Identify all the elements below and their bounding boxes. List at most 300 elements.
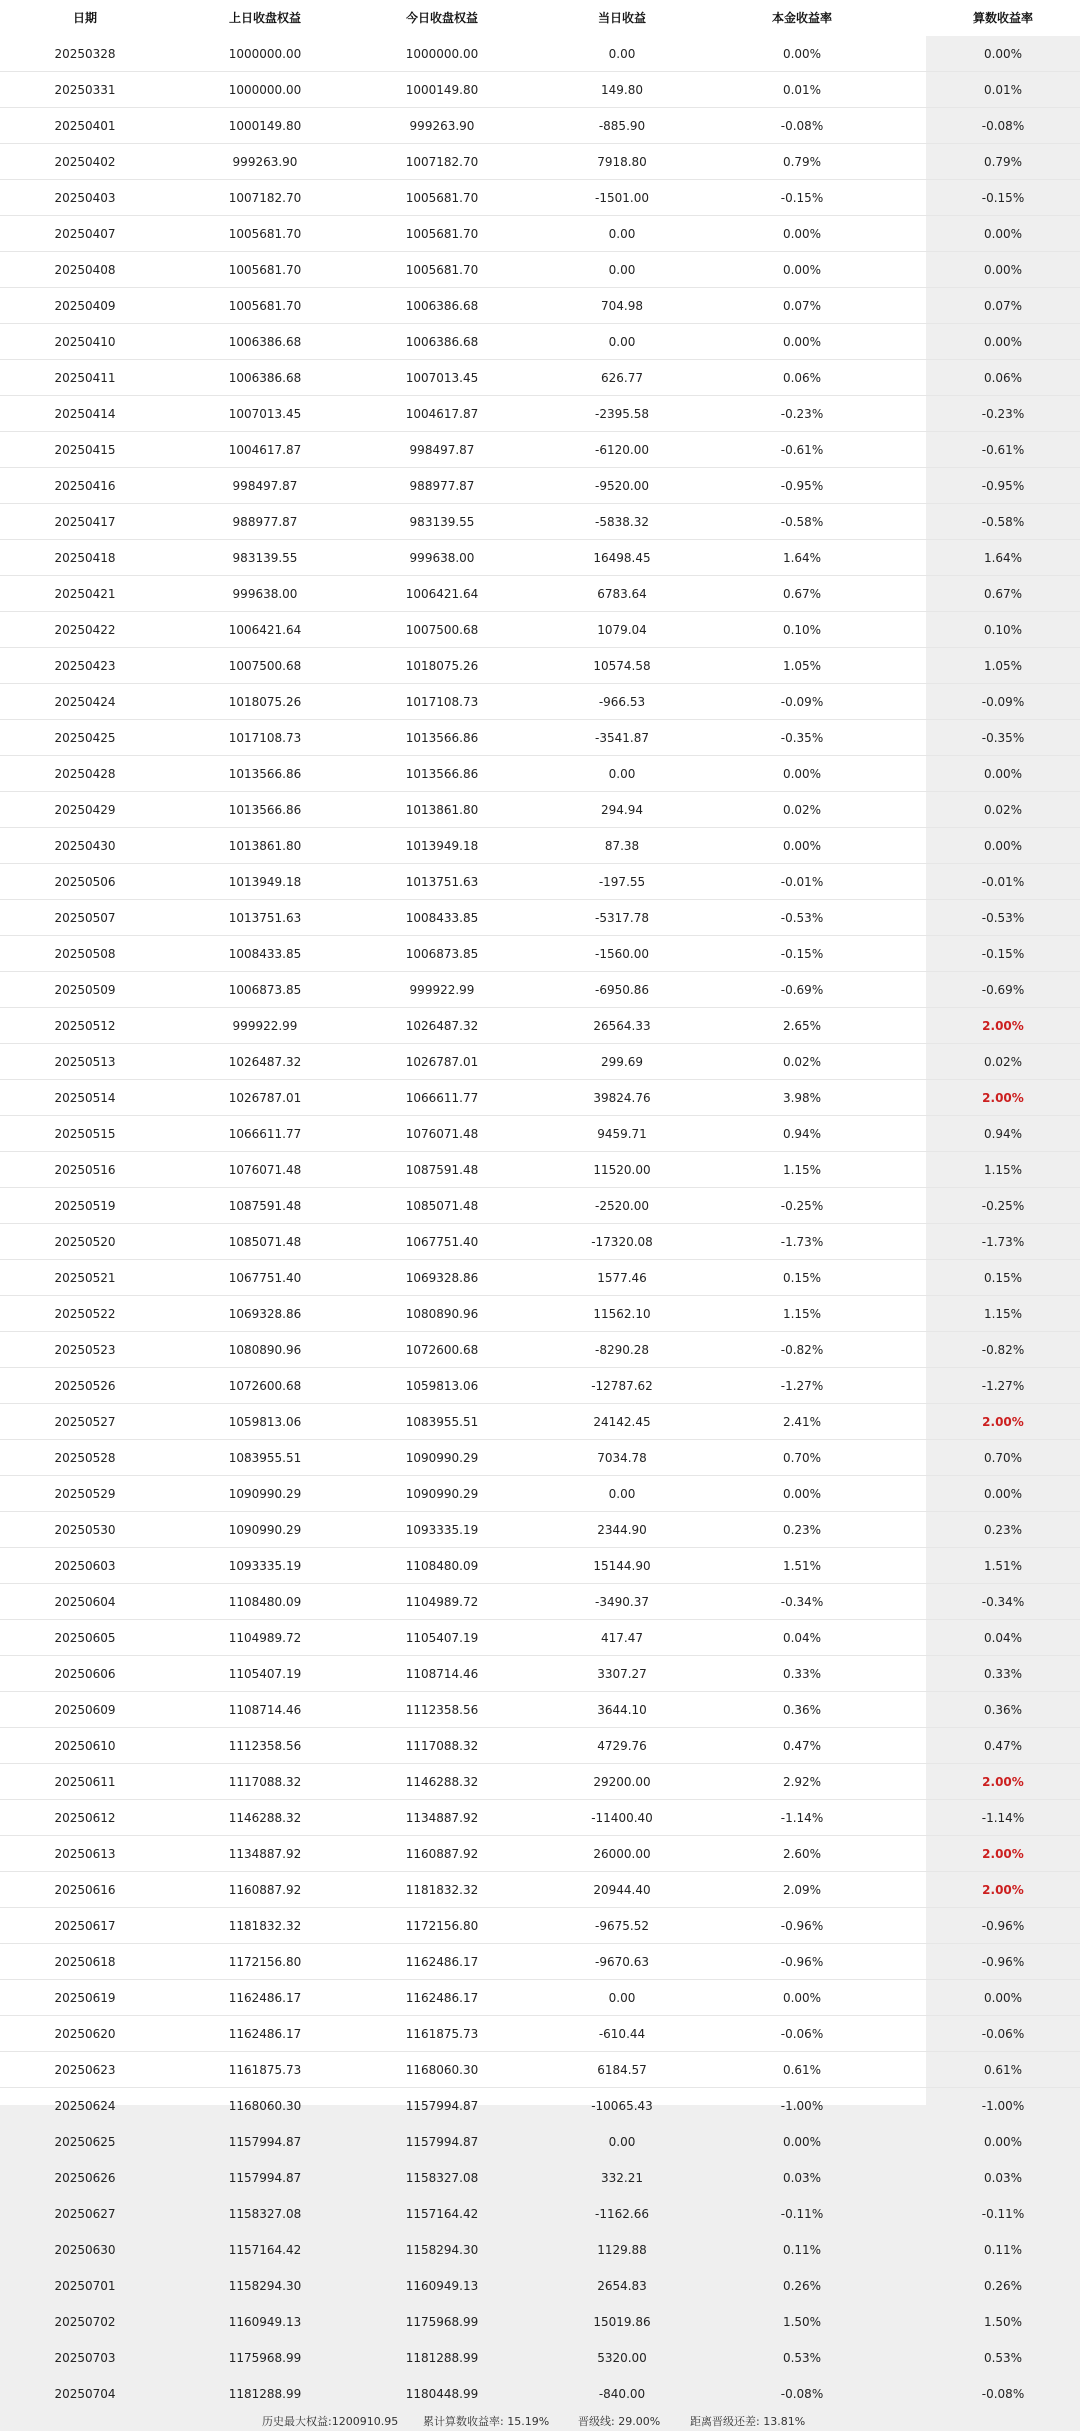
- cell-principal-return: 1.51%: [782, 1559, 822, 1573]
- cell-arithmetic-return: 0.53%: [983, 2351, 1023, 2365]
- cell-arithmetic-return: -0.11%: [981, 2207, 1025, 2221]
- cell-arithmetic-return: 0.02%: [983, 1055, 1023, 1069]
- cell-principal-return: -0.23%: [780, 407, 824, 421]
- cell-date: 20250704: [54, 2387, 116, 2401]
- cell-prev-equity: 1172156.80: [228, 1955, 302, 1969]
- cell-daily-pnl: -9675.52: [595, 1919, 649, 1933]
- cell-prev-equity: 998497.87: [232, 479, 298, 493]
- cell-date: 20250527: [54, 1415, 116, 1429]
- cell-prev-equity: 1006873.85: [228, 983, 302, 997]
- cell-today-equity: 1175968.99: [405, 2315, 479, 2329]
- cell-date: 20250401: [54, 119, 116, 133]
- cell-today-equity: 1158327.08: [405, 2171, 479, 2185]
- cell-daily-pnl: 29200.00: [593, 1775, 651, 1789]
- cell-daily-pnl: 0.00: [608, 767, 636, 781]
- cell-today-equity: 1168060.30: [405, 2063, 479, 2077]
- cell-date: 20250616: [54, 1883, 116, 1897]
- table-body: [0, 36, 1080, 2412]
- cell-daily-pnl: -1162.66: [595, 2207, 649, 2221]
- cell-prev-equity: 1007500.68: [228, 659, 302, 673]
- cell-arithmetic-return: 0.01%: [983, 83, 1023, 97]
- cell-daily-pnl: 0.00: [608, 1991, 636, 2005]
- cell-today-equity: 1162486.17: [405, 1991, 479, 2005]
- cell-principal-return: 1.50%: [782, 2315, 822, 2329]
- cell-arithmetic-return: -0.15%: [981, 191, 1025, 205]
- cell-prev-equity: 1026487.32: [228, 1055, 302, 1069]
- table-header: [0, 0, 1080, 36]
- cell-principal-return: -0.61%: [780, 443, 824, 457]
- cell-date: 20250411: [54, 371, 116, 385]
- cell-principal-return: 0.36%: [782, 1703, 822, 1717]
- cell-today-equity: 1160949.13: [405, 2279, 479, 2293]
- cell-date: 20250416: [54, 479, 116, 493]
- cell-principal-return: 1.15%: [782, 1307, 822, 1321]
- table-row: [0, 72, 1080, 108]
- cell-today-equity: 1059813.06: [405, 1379, 479, 1393]
- cell-arithmetic-return: 0.00%: [983, 263, 1023, 277]
- table-row: [0, 288, 1080, 324]
- cell-date: 20250701: [54, 2279, 116, 2293]
- cell-principal-return: 0.06%: [782, 371, 822, 385]
- cell-daily-pnl: -11400.40: [591, 1811, 653, 1825]
- cell-daily-pnl: -1501.00: [595, 191, 649, 205]
- cell-principal-return: 0.47%: [782, 1739, 822, 1753]
- cell-principal-return: 0.53%: [782, 2351, 822, 2365]
- table-row: [0, 180, 1080, 216]
- table-row: [0, 792, 1080, 828]
- cell-arithmetic-return: 0.06%: [983, 371, 1023, 385]
- cell-prev-equity: 1007013.45: [228, 407, 302, 421]
- cell-prev-equity: 1104989.72: [228, 1631, 302, 1645]
- table-row: [0, 828, 1080, 864]
- cell-prev-equity: 1067751.40: [228, 1271, 302, 1285]
- cell-arithmetic-return: 0.00%: [983, 839, 1023, 853]
- table-row: [0, 468, 1080, 504]
- cell-principal-return: 0.00%: [782, 47, 822, 61]
- cell-daily-pnl: 11520.00: [593, 1163, 651, 1177]
- cell-daily-pnl: -1560.00: [595, 947, 649, 961]
- cell-principal-return: -0.34%: [780, 1595, 824, 1609]
- cell-principal-return: -0.25%: [780, 1199, 824, 1213]
- cell-arithmetic-return: -1.73%: [981, 1235, 1025, 1249]
- cell-date: 20250603: [54, 1559, 116, 1573]
- cell-principal-return: -0.08%: [780, 2387, 824, 2401]
- distance-to-promotion-stat: 距离晋级还差: 13.81%: [690, 2415, 806, 2428]
- table-row: [0, 2160, 1080, 2196]
- table-row: [0, 2232, 1080, 2268]
- cell-prev-equity: 1013566.86: [228, 803, 302, 817]
- cell-prev-equity: 1162486.17: [228, 2027, 302, 2041]
- table-row: [0, 1764, 1080, 1800]
- cell-daily-pnl: 10574.58: [593, 659, 651, 673]
- cell-arithmetic-return: -0.96%: [981, 1919, 1025, 1933]
- cell-date: 20250526: [54, 1379, 116, 1393]
- cell-date: 20250408: [54, 263, 116, 277]
- table-row: [0, 324, 1080, 360]
- table-row: [0, 864, 1080, 900]
- cell-prev-equity: 1117088.32: [228, 1775, 302, 1789]
- cell-date: 20250331: [54, 83, 116, 97]
- cell-arithmetic-return: -0.61%: [981, 443, 1025, 457]
- cell-prev-equity: 1005681.70: [228, 263, 302, 277]
- cell-arithmetic-return: -0.53%: [981, 911, 1025, 925]
- table-row: [0, 1620, 1080, 1656]
- cell-today-equity: 1006421.64: [405, 587, 479, 601]
- cell-prev-equity: 1000000.00: [228, 83, 302, 97]
- header-arithmetic-return: 算数收益率: [972, 11, 1033, 25]
- cell-today-equity: 999922.99: [409, 983, 475, 997]
- cell-arithmetic-return: -1.14%: [981, 1811, 1025, 1825]
- cell-today-equity: 1157994.87: [405, 2135, 479, 2149]
- cell-daily-pnl: 1577.46: [597, 1271, 647, 1285]
- cell-principal-return: -1.27%: [780, 1379, 824, 1393]
- cell-arithmetic-return: 0.03%: [983, 2171, 1023, 2185]
- cell-today-equity: 1007013.45: [405, 371, 479, 385]
- table-row: [0, 1188, 1080, 1224]
- cell-daily-pnl: 294.94: [601, 803, 643, 817]
- cell-today-equity: 1026787.01: [405, 1055, 479, 1069]
- cell-today-equity: 1108480.09: [405, 1559, 479, 1573]
- cell-daily-pnl: -10065.43: [591, 2099, 653, 2113]
- cell-today-equity: 1000149.80: [405, 83, 479, 97]
- table-row: [0, 576, 1080, 612]
- cell-daily-pnl: 0.00: [608, 2135, 636, 2149]
- cell-principal-return: -0.09%: [780, 695, 824, 709]
- cell-prev-equity: 1175968.99: [228, 2351, 302, 2365]
- cell-today-equity: 1093335.19: [405, 1523, 479, 1537]
- cell-arithmetic-return: 0.00%: [983, 1487, 1023, 1501]
- cell-today-equity: 999638.00: [409, 551, 475, 565]
- cell-prev-equity: 1181288.99: [228, 2387, 302, 2401]
- cell-date: 20250425: [54, 731, 116, 745]
- cell-today-equity: 1005681.70: [405, 263, 479, 277]
- cell-prev-equity: 1105407.19: [228, 1667, 302, 1681]
- cell-date: 20250507: [54, 911, 116, 925]
- table-row: [0, 2196, 1080, 2232]
- cell-date: 20250418: [54, 551, 116, 565]
- cell-date: 20250528: [54, 1451, 116, 1465]
- cell-principal-return: 0.00%: [782, 227, 822, 241]
- cell-prev-equity: 1008433.85: [228, 947, 302, 961]
- cell-daily-pnl: 332.21: [601, 2171, 643, 2185]
- cell-arithmetic-return: 1.15%: [983, 1307, 1023, 1321]
- cell-principal-return: 0.11%: [782, 2243, 822, 2257]
- table-row: [0, 1152, 1080, 1188]
- cell-today-equity: 1112358.56: [405, 1703, 479, 1717]
- cell-daily-pnl: 20944.40: [593, 1883, 651, 1897]
- cell-daily-pnl: -6120.00: [595, 443, 649, 457]
- cell-today-equity: 1158294.30: [405, 2243, 479, 2257]
- cell-today-equity: 1104989.72: [405, 1595, 479, 1609]
- cell-date: 20250520: [54, 1235, 116, 1249]
- cell-today-equity: 998497.87: [409, 443, 475, 457]
- cell-principal-return: 1.64%: [782, 551, 822, 565]
- cell-prev-equity: 1087591.48: [228, 1199, 302, 1213]
- cell-prev-equity: 1000149.80: [228, 119, 302, 133]
- cell-today-equity: 1013949.18: [405, 839, 479, 853]
- cell-today-equity: 1146288.32: [405, 1775, 479, 1789]
- cell-daily-pnl: -9520.00: [595, 479, 649, 493]
- cell-prev-equity: 1005681.70: [228, 299, 302, 313]
- cell-arithmetic-return: -0.15%: [981, 947, 1025, 961]
- cell-prev-equity: 1083955.51: [228, 1451, 302, 1465]
- cell-prev-equity: 1076071.48: [228, 1163, 302, 1177]
- cell-date: 20250415: [54, 443, 116, 457]
- table-row: [0, 1476, 1080, 1512]
- cell-daily-pnl: -12787.62: [591, 1379, 653, 1393]
- cell-date: 20250430: [54, 839, 116, 853]
- cell-today-equity: 1134887.92: [405, 1811, 479, 1825]
- cell-daily-pnl: -2520.00: [595, 1199, 649, 1213]
- cell-date: 20250423: [54, 659, 116, 673]
- header-prev-equity: 上日收盘权益: [228, 11, 301, 25]
- cell-principal-return: 0.02%: [782, 1055, 822, 1069]
- cell-arithmetic-return: -0.95%: [981, 479, 1025, 493]
- cell-arithmetic-return: 0.94%: [983, 1127, 1023, 1141]
- cell-arithmetic-return: 0.00%: [983, 335, 1023, 349]
- table-row: [0, 1836, 1080, 1872]
- cell-principal-return: 3.98%: [782, 1091, 822, 1105]
- cell-date: 20250630: [54, 2243, 116, 2257]
- cell-date: 20250611: [54, 1775, 116, 1789]
- promotion-line-stat: 晋级线: 29.00%: [578, 2415, 661, 2428]
- table-row: [0, 720, 1080, 756]
- table-row: [0, 1080, 1080, 1116]
- cell-prev-equity: 1090990.29: [228, 1487, 302, 1501]
- table-row: [0, 540, 1080, 576]
- cell-principal-return: 0.26%: [782, 2279, 822, 2293]
- table-row: [0, 1404, 1080, 1440]
- cell-date: 20250702: [54, 2315, 116, 2329]
- cell-daily-pnl: -610.44: [598, 2027, 646, 2041]
- cell-arithmetic-return: -0.09%: [981, 695, 1025, 709]
- cell-date: 20250522: [54, 1307, 116, 1321]
- header-date: 日期: [72, 11, 97, 25]
- cumulative-return-stat: 累计算数收益率: 15.19%: [423, 2415, 550, 2428]
- cell-arithmetic-return: -0.34%: [981, 1595, 1025, 1609]
- table-row: [0, 2052, 1080, 2088]
- cell-principal-return: 0.00%: [782, 1487, 822, 1501]
- cell-date: 20250625: [54, 2135, 116, 2149]
- cell-principal-return: -0.53%: [780, 911, 824, 925]
- cell-prev-equity: 1004617.87: [228, 443, 302, 457]
- cell-date: 20250618: [54, 1955, 116, 1969]
- cell-daily-pnl: 26564.33: [593, 1019, 651, 1033]
- cell-principal-return: -1.00%: [780, 2099, 824, 2113]
- cell-daily-pnl: 24142.45: [593, 1415, 651, 1429]
- cell-arithmetic-return: 0.61%: [983, 2063, 1023, 2077]
- cell-principal-return: -0.01%: [780, 875, 824, 889]
- cell-daily-pnl: 149.80: [601, 83, 643, 97]
- cell-date: 20250428: [54, 767, 116, 781]
- cell-prev-equity: 1006421.64: [228, 623, 302, 637]
- table-row: [0, 1116, 1080, 1152]
- cell-date: 20250409: [54, 299, 116, 313]
- cell-date: 20250529: [54, 1487, 116, 1501]
- cell-prev-equity: 1017108.73: [228, 731, 302, 745]
- cell-principal-return: 1.15%: [782, 1163, 822, 1177]
- table-row: [0, 2088, 1080, 2124]
- cell-prev-equity: 1000000.00: [228, 47, 302, 61]
- cell-date: 20250617: [54, 1919, 116, 1933]
- cell-prev-equity: 1108480.09: [228, 1595, 302, 1609]
- table-row: [0, 1332, 1080, 1368]
- cell-principal-return: -0.06%: [780, 2027, 824, 2041]
- cell-principal-return: -0.15%: [780, 191, 824, 205]
- cell-date: 20250410: [54, 335, 116, 349]
- table-row: [0, 684, 1080, 720]
- cell-daily-pnl: 704.98: [601, 299, 643, 313]
- cell-today-equity: 1117088.32: [405, 1739, 479, 1753]
- table-row: [0, 252, 1080, 288]
- cell-prev-equity: 983139.55: [232, 551, 298, 565]
- cell-today-equity: 1005681.70: [405, 227, 479, 241]
- cell-date: 20250604: [54, 1595, 116, 1609]
- cell-daily-pnl: 11562.10: [593, 1307, 651, 1321]
- cell-principal-return: -0.58%: [780, 515, 824, 529]
- cell-prev-equity: 1007182.70: [228, 191, 302, 205]
- cell-daily-pnl: 7918.80: [597, 155, 647, 169]
- cell-arithmetic-return: 2.00%: [982, 1415, 1024, 1429]
- cell-arithmetic-return: 2.00%: [982, 1091, 1024, 1105]
- cell-principal-return: 0.00%: [782, 767, 822, 781]
- cell-principal-return: 0.03%: [782, 2171, 822, 2185]
- cell-arithmetic-return: 0.47%: [983, 1739, 1023, 1753]
- cell-today-equity: 983139.55: [409, 515, 475, 529]
- cell-daily-pnl: -8290.28: [595, 1343, 649, 1357]
- cell-arithmetic-return: 0.15%: [983, 1271, 1023, 1285]
- cell-date: 20250509: [54, 983, 116, 997]
- cell-today-equity: 1013861.80: [405, 803, 479, 817]
- cell-daily-pnl: -3541.87: [595, 731, 649, 745]
- cell-daily-pnl: 2654.83: [597, 2279, 647, 2293]
- cell-prev-equity: 1157994.87: [228, 2135, 302, 2149]
- cell-today-equity: 1013566.86: [405, 767, 479, 781]
- cell-date: 20250506: [54, 875, 116, 889]
- cell-principal-return: 2.60%: [782, 1847, 822, 1861]
- cell-principal-return: -0.69%: [780, 983, 824, 997]
- cell-today-equity: 1067751.40: [405, 1235, 479, 1249]
- cell-prev-equity: 1161875.73: [228, 2063, 302, 2077]
- cell-date: 20250422: [54, 623, 116, 637]
- cell-prev-equity: 1162486.17: [228, 1991, 302, 2005]
- table-row: [0, 612, 1080, 648]
- cell-today-equity: 1108714.46: [405, 1667, 479, 1681]
- cell-daily-pnl: -17320.08: [591, 1235, 653, 1249]
- cell-daily-pnl: -5838.32: [595, 515, 649, 529]
- cell-daily-pnl: 15019.86: [593, 2315, 651, 2329]
- cell-today-equity: 1157994.87: [405, 2099, 479, 2113]
- table-row: [0, 2124, 1080, 2160]
- cell-daily-pnl: 6783.64: [597, 587, 647, 601]
- cell-prev-equity: 1160949.13: [228, 2315, 302, 2329]
- cell-principal-return: 2.09%: [782, 1883, 822, 1897]
- cell-arithmetic-return: -0.25%: [981, 1199, 1025, 1213]
- cell-date: 20250421: [54, 587, 116, 601]
- cell-date: 20250516: [54, 1163, 116, 1177]
- cell-prev-equity: 1108714.46: [228, 1703, 302, 1717]
- cell-prev-equity: 1158327.08: [228, 2207, 302, 2221]
- table-row: [0, 2340, 1080, 2376]
- cell-today-equity: 1180448.99: [405, 2387, 479, 2401]
- cell-today-equity: 1000000.00: [405, 47, 479, 61]
- cell-today-equity: 988977.87: [409, 479, 475, 493]
- cell-arithmetic-return: 0.33%: [983, 1667, 1023, 1681]
- cell-principal-return: 0.01%: [782, 83, 822, 97]
- cell-daily-pnl: 0.00: [608, 227, 636, 241]
- cell-today-equity: 999263.90: [409, 119, 475, 133]
- cell-today-equity: 1018075.26: [405, 659, 479, 673]
- cell-today-equity: 1066611.77: [405, 1091, 479, 1105]
- cell-date: 20250619: [54, 1991, 116, 2005]
- cell-principal-return: 0.07%: [782, 299, 822, 313]
- cell-principal-return: 0.23%: [782, 1523, 822, 1537]
- max-equity-stat: 历史最大权益:1200910.95: [262, 2415, 399, 2428]
- cell-date: 20250703: [54, 2351, 116, 2365]
- cell-date: 20250530: [54, 1523, 116, 1537]
- cell-arithmetic-return: 0.07%: [983, 299, 1023, 313]
- table-row: [0, 2304, 1080, 2340]
- cell-arithmetic-return: 2.00%: [982, 1019, 1024, 1033]
- cell-principal-return: -1.14%: [780, 1811, 824, 1825]
- cell-prev-equity: 1013566.86: [228, 767, 302, 781]
- cell-daily-pnl: -5317.78: [595, 911, 649, 925]
- cell-daily-pnl: 2344.90: [597, 1523, 647, 1537]
- cell-arithmetic-return: -0.69%: [981, 983, 1025, 997]
- cell-today-equity: 1162486.17: [405, 1955, 479, 1969]
- cell-prev-equity: 1146288.32: [228, 1811, 302, 1825]
- cell-daily-pnl: -3490.37: [595, 1595, 649, 1609]
- cell-date: 20250515: [54, 1127, 116, 1141]
- cell-daily-pnl: 4729.76: [597, 1739, 647, 1753]
- cell-prev-equity: 1085071.48: [228, 1235, 302, 1249]
- table-row: [0, 1512, 1080, 1548]
- cell-daily-pnl: -840.00: [598, 2387, 646, 2401]
- cell-prev-equity: 1160887.92: [228, 1883, 302, 1897]
- cell-arithmetic-return: 2.00%: [982, 1883, 1024, 1897]
- cell-daily-pnl: 6184.57: [597, 2063, 647, 2077]
- cell-prev-equity: 988977.87: [232, 515, 298, 529]
- table-row: [0, 1908, 1080, 1944]
- cell-today-equity: 1105407.19: [405, 1631, 479, 1645]
- cell-today-equity: 1007182.70: [405, 155, 479, 169]
- cell-principal-return: 0.00%: [782, 2135, 822, 2149]
- cell-date: 20250508: [54, 947, 116, 961]
- cell-daily-pnl: -197.55: [598, 875, 646, 889]
- cell-today-equity: 1007500.68: [405, 623, 479, 637]
- cell-daily-pnl: 1129.88: [597, 2243, 647, 2257]
- header-principal-return: 本金收益率: [771, 11, 832, 25]
- cell-arithmetic-return: -0.08%: [981, 119, 1025, 133]
- cell-arithmetic-return: -0.08%: [981, 2387, 1025, 2401]
- cell-prev-equity: 1158294.30: [228, 2279, 302, 2293]
- cell-principal-return: 0.94%: [782, 1127, 822, 1141]
- cell-daily-pnl: -885.90: [598, 119, 646, 133]
- cell-arithmetic-return: 1.64%: [983, 551, 1023, 565]
- cell-prev-equity: 1018075.26: [228, 695, 302, 709]
- cell-principal-return: -0.82%: [780, 1343, 824, 1357]
- cell-prev-equity: 999638.00: [232, 587, 298, 601]
- table-row: [0, 216, 1080, 252]
- cell-arithmetic-return: 2.00%: [982, 1775, 1024, 1789]
- cell-date: 20250605: [54, 1631, 116, 1645]
- cell-today-equity: 1083955.51: [405, 1415, 479, 1429]
- cell-arithmetic-return: 2.00%: [982, 1847, 1024, 1861]
- cell-daily-pnl: 626.77: [601, 371, 643, 385]
- cell-prev-equity: 1157994.87: [228, 2171, 302, 2185]
- cell-today-equity: 1013566.86: [405, 731, 479, 745]
- table-row: [0, 1800, 1080, 1836]
